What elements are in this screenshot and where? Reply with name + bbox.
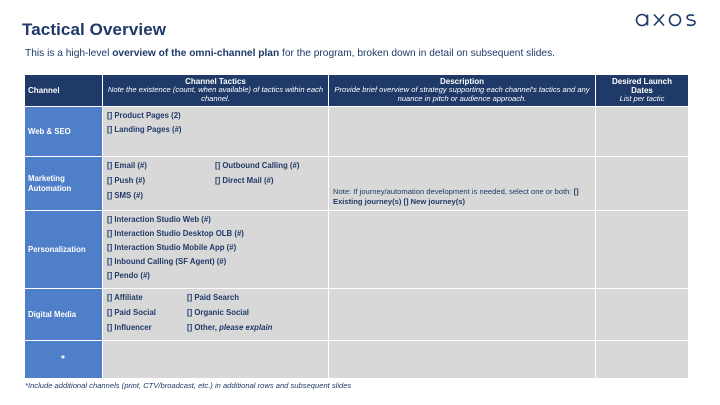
tactic-item[interactable]: [] Pendo (#)	[107, 271, 150, 281]
row-web-seo	[25, 107, 689, 157]
tactics-personalization[interactable]	[103, 211, 329, 289]
description-web-seo[interactable]	[329, 107, 596, 157]
tactic-item[interactable]: [] Interaction Studio Desktop OLB (#)	[107, 229, 244, 239]
tactic-item[interactable]: [] Push (#)	[107, 176, 146, 186]
row-marketing-automation	[25, 157, 689, 211]
row-additional-channel	[25, 341, 689, 379]
tactics-web-seo[interactable]	[103, 107, 329, 157]
description-marketing-automation[interactable]	[329, 157, 596, 211]
header-row	[25, 75, 689, 107]
slide-title: Tactical Overview	[22, 20, 167, 39]
header-launch-dates: Desired Launch Dates List per tactic	[596, 75, 689, 107]
tactic-item[interactable]: [] Affiliate	[107, 293, 143, 303]
tactic-item[interactable]: [] Other, please explain	[187, 323, 273, 333]
slide-subtitle: This is a high-level overview of the omni-channel plan for the program, broken down in detail on subsequent slides.	[25, 48, 555, 59]
tactic-item[interactable]: [] Product Pages (2)	[107, 111, 181, 121]
dates-digital-media[interactable]	[596, 289, 689, 341]
tactics-marketing-automation[interactable]	[103, 157, 329, 211]
header-description: Description Provide brief overview of strategy supporting each channel's tactics and any nuance in pitch or audience approach.	[329, 75, 596, 107]
tactic-item[interactable]: [] Paid Social	[107, 308, 156, 318]
row-digital-media	[25, 289, 689, 341]
channel-additional: *	[25, 341, 103, 379]
journey-note: Note: If journey/automation development is needed, select one or both: [] Existing journey(s) [] New journey(s)	[333, 187, 579, 207]
tactic-item[interactable]: [] Influencer	[107, 323, 152, 333]
tactic-item[interactable]: [] Organic Social	[187, 308, 249, 318]
header-channel-tactics: Channel Tactics Note the existence (count, when available) of tactics within each channel.	[103, 75, 329, 107]
dates-additional[interactable]	[596, 341, 689, 379]
channel-marketing-automation: Marketing Automation	[25, 157, 103, 211]
header-channel: Channel	[25, 75, 103, 107]
tactic-item[interactable]: [] Paid Search	[187, 293, 239, 303]
tactics-additional[interactable]	[103, 341, 329, 379]
dates-web-seo[interactable]	[596, 107, 689, 157]
tactical-overview-table	[24, 74, 689, 379]
channel-digital-media: Digital Media	[25, 289, 103, 341]
tactic-item[interactable]: [] Outbound Calling (#)	[215, 161, 300, 171]
tactic-item[interactable]: [] Landing Pages (#)	[107, 125, 182, 135]
tactic-item[interactable]: [] Interaction Studio Web (#)	[107, 215, 211, 225]
axos-logo	[634, 10, 704, 30]
tactic-item[interactable]: [] SMS (#)	[107, 191, 143, 201]
tactic-item[interactable]: [] Inbound Calling (SF Agent) (#)	[107, 257, 227, 267]
channel-personalization: Personalization	[25, 211, 103, 289]
channel-web-seo: Web & SEO	[25, 107, 103, 157]
footnote: *Include additional channels (print, CTV/broadcast, etc.) in additional rows and subsequent slides	[25, 381, 352, 390]
description-personalization[interactable]	[329, 211, 596, 289]
description-digital-media[interactable]	[329, 289, 596, 341]
tactics-digital-media[interactable]	[103, 289, 329, 341]
dates-marketing-automation[interactable]	[596, 157, 689, 211]
description-additional[interactable]	[329, 341, 596, 379]
tactic-item[interactable]: [] Email (#)	[107, 161, 147, 171]
row-personalization	[25, 211, 689, 289]
tactic-item[interactable]: [] Direct Mail (#)	[215, 176, 274, 186]
tactic-item[interactable]: [] Interaction Studio Mobile App (#)	[107, 243, 237, 253]
dates-personalization[interactable]	[596, 211, 689, 289]
